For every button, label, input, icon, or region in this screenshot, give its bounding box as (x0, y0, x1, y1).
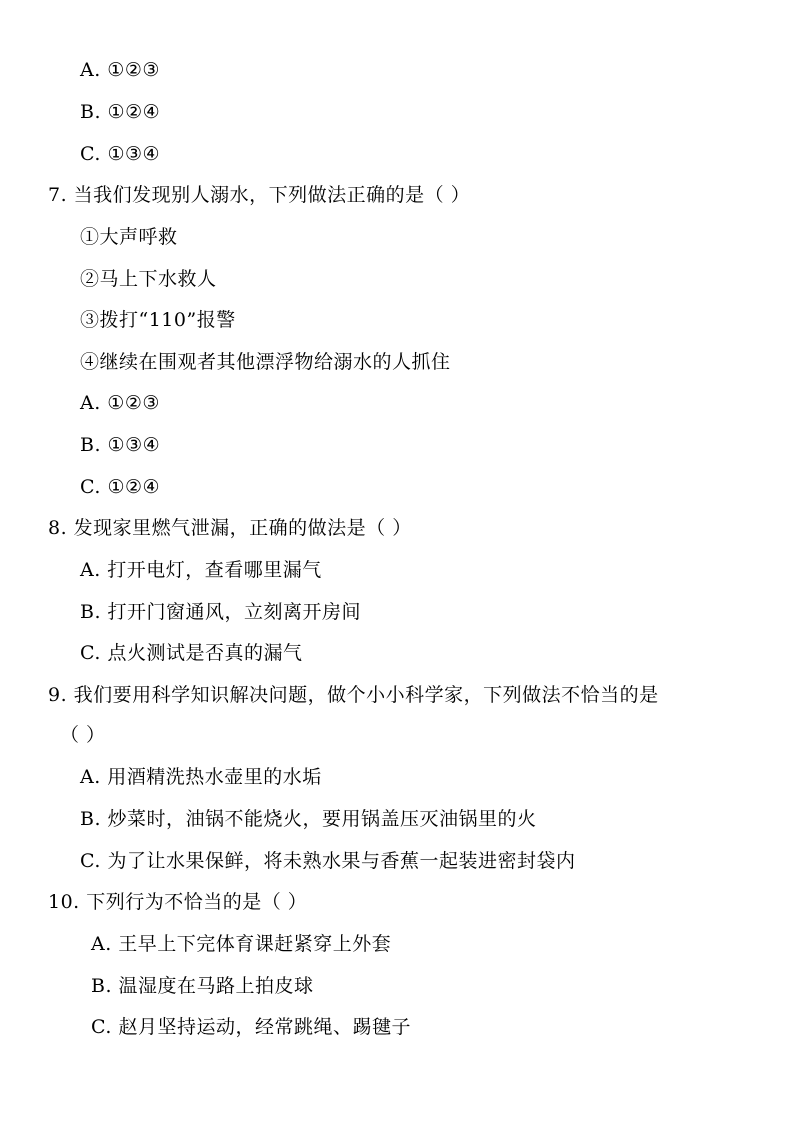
q7-option-c: C. ①②④ (80, 476, 161, 498)
q7-option-a: A. ①②③ (80, 392, 160, 414)
q9-stem-continuation: （ ） (60, 724, 106, 746)
q10-option-b: B. 温湿度在马路上拍皮球 (91, 975, 314, 997)
q7-item-3: ③拨打“110”报警 (80, 309, 236, 331)
q9-stem: 9. 我们要用科学知识解决问题，做个小小科学家，下列做法不恰当的是 (48, 684, 659, 706)
q9-option-c: C. 为了让水果保鲜，将未熟水果与香蕉一起装进密封袋内 (80, 850, 576, 872)
q7-option-b: B. ①③④ (80, 434, 161, 456)
q6-option-a: A. ①②③ (80, 59, 160, 81)
q7-item-1: ①大声呼救 (80, 226, 178, 248)
q6-option-b: B. ①②④ (80, 101, 161, 123)
q10-stem: 10. 下列行为不恰当的是（ ） (48, 891, 308, 913)
q8-option-c: C. 点火测试是否真的漏气 (80, 642, 303, 664)
q7-item-2: ②马上下水救人 (80, 268, 217, 290)
q10-option-c: C. 赵月坚持运动，经常跳绳、踢毽子 (91, 1016, 411, 1038)
q8-option-b: B. 打开门窗通风，立刻离开房间 (80, 601, 362, 623)
q8-option-a: A. 打开电灯，查看哪里漏气 (80, 559, 322, 581)
q10-option-a: A. 王早上下完体育课赶紧穿上外套 (91, 933, 392, 955)
q8-stem: 8. 发现家里燃气泄漏，正确的做法是（ ） (48, 517, 412, 539)
q7-item-4: ④继续在围观者其他漂浮物给溺水的人抓住 (80, 351, 451, 373)
q9-option-a: A. 用酒精洗热水壶里的水垢 (80, 766, 322, 788)
q9-option-b: B. 炒菜时，油锅不能烧火，要用锅盖压灭油锅里的火 (80, 808, 537, 830)
q6-option-c: C. ①③④ (80, 143, 161, 165)
q7-stem: 7. 当我们发现别人溺水，下列做法正确的是（ ） (48, 184, 471, 206)
